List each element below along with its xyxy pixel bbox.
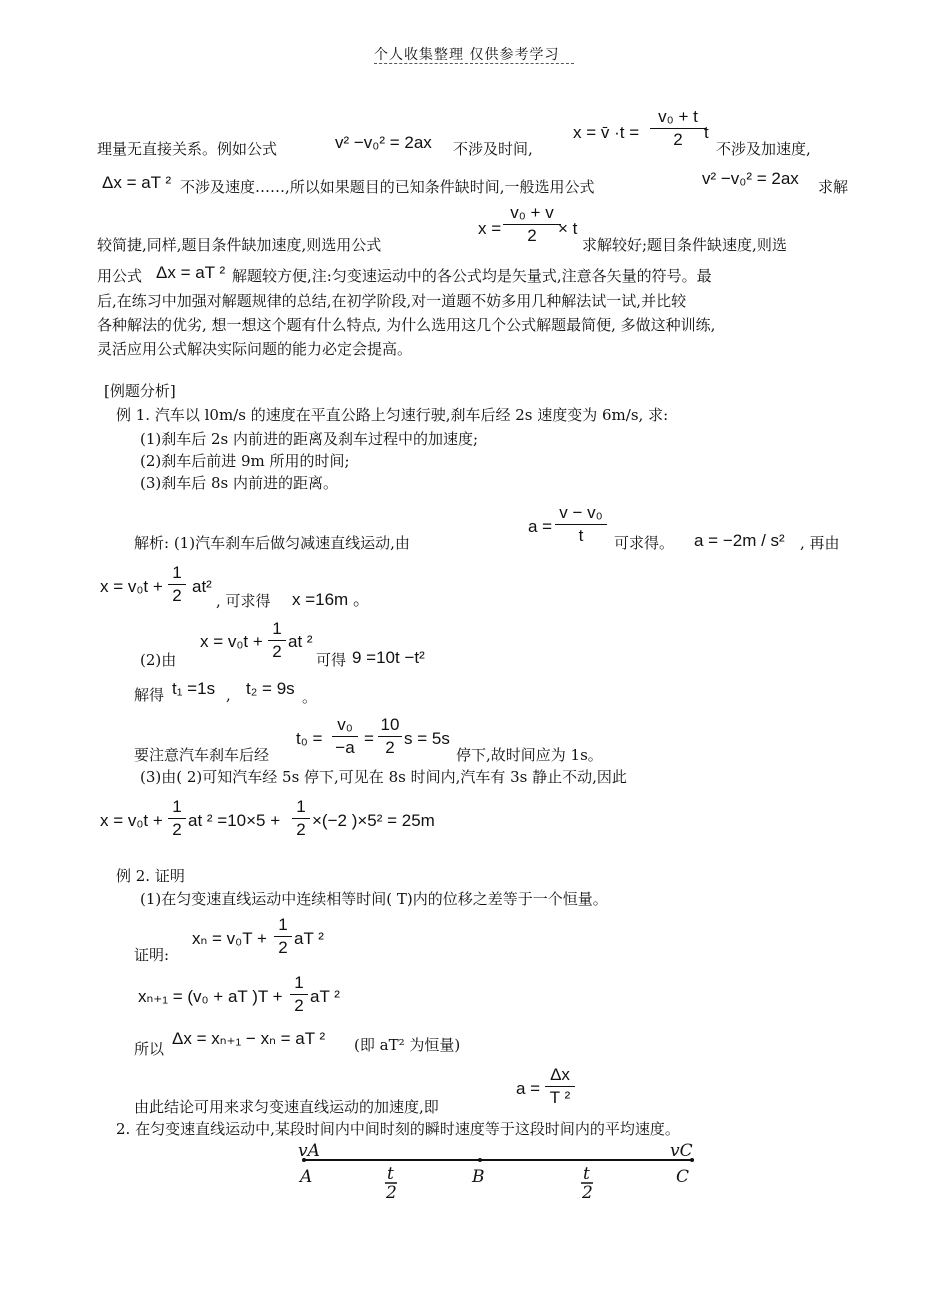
formula-xn1-fraction [290, 972, 308, 1017]
formula-xn1-right: aT ² [310, 987, 340, 1006]
formula-delta-x-2: Δx = aT ² [156, 263, 226, 282]
solution2-text-comma: , [226, 686, 231, 704]
formula-t0-fraction1 [332, 714, 358, 759]
formula-x-avg-left: x = [478, 219, 502, 238]
formula-xn-right: aT ² [294, 929, 324, 948]
solution2-text-b: 可得 [316, 651, 347, 669]
formula-x2-right: at ² [288, 632, 313, 651]
motion-diagram [290, 1140, 710, 1200]
formula-quadratic: 9 =10t −t² [352, 648, 425, 667]
formula-x3-left: x = v₀t + [100, 811, 163, 830]
intro-line2-b: 求解 [818, 178, 849, 196]
seg1-den: 2 [386, 1183, 397, 1200]
fraction-denominator: 2 [278, 938, 288, 957]
formula-t1: t₁ =1s [172, 679, 216, 698]
header-divider [374, 63, 574, 64]
fraction-numerator: Δx [550, 1065, 570, 1084]
formula-x-left: x = v₀t + [100, 577, 163, 596]
solution2-text-period: 。 [302, 688, 318, 706]
fraction-numerator: v₀ [337, 715, 353, 734]
solution1-text-f: , 可求得 [216, 592, 271, 610]
formula-avg-right: t [704, 123, 709, 142]
intro-line1-a: 理量无直接关系。例如公式 [97, 140, 278, 158]
intro-line5: 后,在练习中加强对解题规律的总结,在初学阶段,对一道题不妨多用几种解法试一试,并比较 [97, 292, 687, 310]
formula-accel-left: a = [516, 1079, 541, 1098]
label-a: A [300, 1167, 313, 1187]
formula-x3-mid: at ² =10×5 + [188, 811, 281, 830]
fraction-numerator: 1 [296, 797, 306, 816]
example1-q2: (2)刹车后前进 9m 所用的时间; [140, 452, 350, 470]
solution2-text-d: 解得 [134, 686, 165, 704]
fraction-denominator: 2 [296, 820, 306, 839]
seg1-num: t [387, 1164, 394, 1184]
point-b-dot [478, 1158, 482, 1162]
formula-x2-fraction [268, 618, 286, 663]
page-header: 个人收集整理 仅供参考学习 [374, 47, 560, 63]
fraction-numerator: 1 [172, 797, 182, 816]
formula-v2-2ax-2: v² −v₀² = 2ax [702, 169, 799, 188]
solution1-text-a: 解析: (1)汽车刹车后做匀减速直线运动,由 [134, 534, 410, 552]
solution1-text-b: 可求得。 [614, 534, 675, 552]
intro-line3-b: 求解较好;题目条件缺速度,则选 [582, 236, 787, 254]
formula-x-avg-right: × t [558, 219, 578, 238]
intro-line1-b: 不涉及时间, [453, 140, 533, 158]
solution3-text: (3)由( 2)可知汽车经 5s 停下,可见在 8s 时间内,汽车有 3s 静止不动,因此 [140, 768, 627, 786]
note-text-a: 要注意汽车刹车后经 [134, 746, 270, 764]
fraction-numerator: v₀ + t [658, 107, 698, 126]
formula-t0-fraction2 [378, 714, 402, 759]
label-va: vA [298, 1141, 320, 1161]
formula-delta-x: Δx = aT ² [102, 173, 172, 192]
example1-q3: (3)刹车后 8s 内前进的距离。 [140, 474, 339, 492]
formula-xn-fraction [274, 914, 292, 959]
fraction-denominator: 2 [294, 996, 304, 1015]
formula-x2-left: x = v₀t + [200, 632, 263, 651]
example1-title: 例 1. 汽车以 l0m/s 的速度在平直公路上匀速行驶,刹车后经 2s 速度变为 6m/s, 求: [116, 406, 669, 424]
intro-line2-a: 不涉及速度……,所以如果题目的已知条件缺时间,一般选用公式 [180, 178, 595, 196]
formula-x-fraction [168, 562, 186, 607]
intro-line3-a: 较简捷,同样,题目条件缺加速度,则选用公式 [97, 236, 382, 254]
formula-x-result: x =16m 。 [292, 590, 370, 609]
intro-line7: 灵活应用公式解决实际问题的能力必定会提高。 [97, 340, 413, 358]
formula-delta-xn: Δx = xₙ₊₁ − xₙ = aT ² [172, 1029, 326, 1048]
formula-x-right: at² [192, 577, 212, 596]
formula-x3-fraction2 [292, 796, 310, 841]
formula-xn1-left: xₙ₊₁ = (v₀ + aT )T + [138, 987, 283, 1006]
example2-title: 例 2. 证明 [116, 867, 185, 885]
fraction-denominator: 2 [385, 738, 395, 757]
formula-x3-fraction1 [168, 796, 186, 841]
formula-t2: t₂ = 9s [246, 679, 295, 698]
fraction-numerator: 1 [172, 563, 182, 582]
fraction-denominator: −a [335, 738, 355, 757]
example1-q1: (1)刹车后 2s 内前进的距离及刹车过程中的加速度; [140, 430, 479, 448]
formula-a-value: a = −2m / s² [694, 531, 785, 550]
label-vc: vC [670, 1141, 693, 1161]
note-text-b: 停下,故时间应为 1s。 [456, 746, 603, 764]
label-c: C [676, 1167, 690, 1187]
formula-t0-left: t₀ = [296, 729, 323, 748]
so-label: 所以 [134, 1040, 165, 1058]
intro-line4-b: 解题较方便,注:匀变速运动中的各公式均是矢量式,注意各矢量的符号。最 [232, 267, 712, 285]
fraction-denominator: 2 [527, 226, 537, 245]
label-b: B [472, 1167, 485, 1187]
so-note: (即 aT² 为恒量) [354, 1036, 461, 1054]
fraction-numerator: 10 [380, 715, 400, 734]
fraction-numerator: 1 [278, 915, 288, 934]
fraction-denominator: 2 [172, 820, 182, 839]
formula-x-avg-fraction [503, 202, 561, 247]
fraction-denominator: 2 [172, 586, 182, 605]
example2-p2: 2. 在匀变速直线运动中,某段时间内中间时刻的瞬时速度等于这段时间内的平均速度。 [116, 1120, 680, 1138]
seg2-den: 2 [582, 1183, 593, 1200]
fraction-numerator: 1 [272, 619, 282, 638]
conclusion-text: 由此结论可用来求匀变速直线运动的加速度,即 [134, 1098, 439, 1116]
solution2-text-a: (2)由 [140, 651, 177, 669]
fraction-numerator: v₀ + v [510, 203, 554, 222]
intro-line4-a: 用公式 [97, 267, 143, 285]
formula-accel-fraction [545, 1064, 575, 1109]
formula-t0-eq: = [364, 729, 374, 748]
intro-line1-c: 不涉及加速度, [716, 140, 811, 158]
formula-xn-left: xₙ = v₀T + [192, 929, 267, 948]
formula-a-left: a = [528, 517, 553, 536]
formula-avg-fraction [650, 106, 706, 151]
proof-label: 证明: [134, 946, 170, 964]
fraction-denominator: 2 [673, 130, 683, 149]
fraction-numerator: v − v₀ [559, 503, 603, 522]
fraction-denominator: t [578, 526, 584, 545]
example2-p1: (1)在匀变速直线运动中连续相等时间( T)内的位移之差等于一个恒量。 [140, 890, 608, 908]
fraction-numerator: 1 [294, 973, 304, 992]
formula-t0-right: s = 5s [404, 729, 450, 748]
formula-v2-2ax: v² −v₀² = 2ax [335, 133, 432, 152]
solution1-text-d: , 再由 [800, 534, 840, 552]
fraction-denominator: 2 [272, 642, 282, 661]
formula-a-fraction [555, 502, 607, 547]
formula-x3-right: ×(−2 )×5² = 25m [312, 811, 435, 830]
seg2-num: t [583, 1164, 590, 1184]
fraction-denominator: T ² [549, 1088, 571, 1107]
section-title: [例题分析] [104, 382, 176, 400]
formula-avg-left: x = v̄ ·t = [573, 123, 640, 142]
intro-line6: 各种解法的优劣, 想一想这个题有什么特点, 为什么选用这几个公式解题最简便, 多做这种训练, [97, 316, 716, 334]
